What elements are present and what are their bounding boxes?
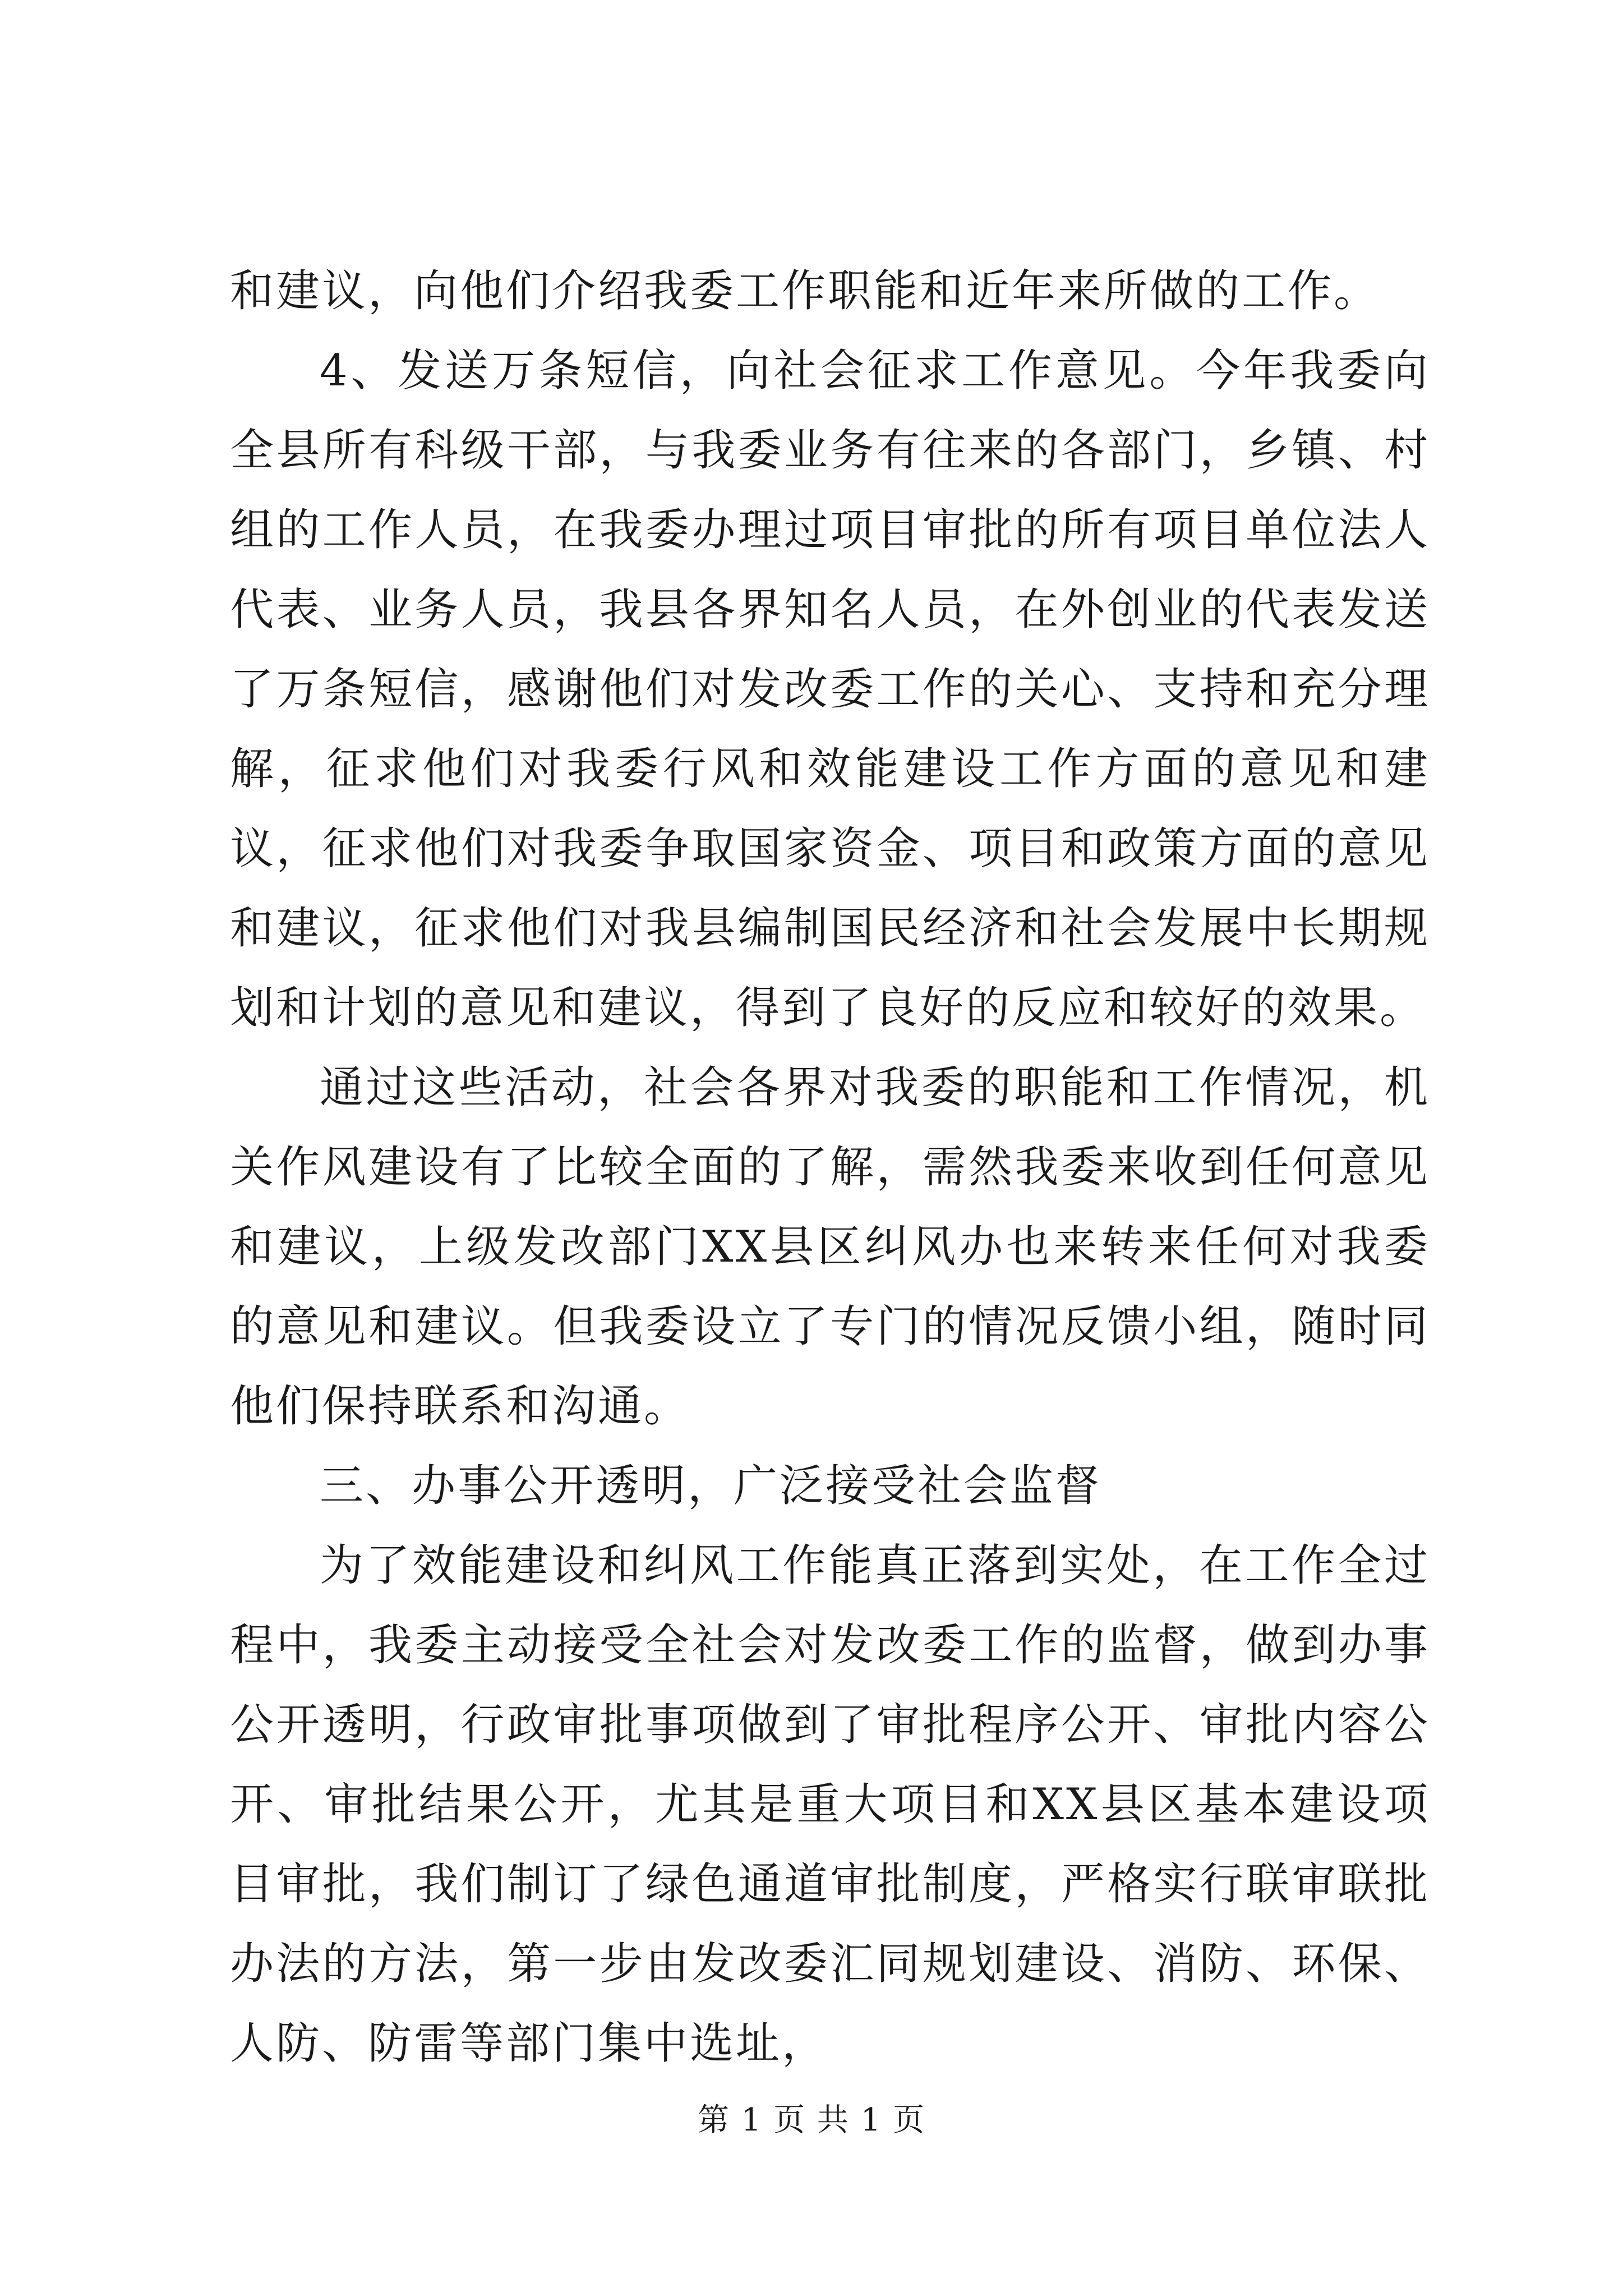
- paragraph-activity-results: 通过这些活动，社会各界对我委的职能和工作情况，机关作风建设有了比较全面的了解，需然我委来收到任何意见和建议，上级发改部门XX县区纠风办也来转来任何对我委的意见和建议。但我委设立了专门的情况反馈小组，随时同他们保持联系和沟通。: [230, 1062, 1430, 1432]
- section-heading-transparency: 三、办事公开透明，广泛接受社会监督: [320, 1461, 1102, 1511]
- paragraph-continuation: 和建议，向他们介绍我委工作职能和近年来所做的工作。: [230, 266, 1380, 316]
- paragraph-sms-survey: 4、发送万条短信，向社会征求工作意见。今年我委向全县所有科级干部，与我委业务有往来的各部门，乡镇、村组的工作人员，在我委办理过项目审批的所有项目单位法人代表、业务人员，我县各界知名人员，在外创业的代表发送了万条短信，感谢他们对发改委工作的关心、支持和充分理解，征求他们对我委行风和效能建设工作方面的意见和建议，征求他们对我委争取国家资金、项目和政策方面的意见和建议，征求他们对我县编制国民经济和社会发展中长期规划和计划的意见和建议，得到了良好的反应和较好的效果。: [230, 346, 1430, 1033]
- paragraph-supervision: 为了效能建设和纠风工作能真正落到实处，在工作全过程中，我委主动接受全社会对发改委工作的监督，做到办事公开透明，行政审批事项做到了审批程序公开、审批内容公开、审批结果公开，尤其是重大项目和XX县区基本建设项目审批，我们制订了绿色通道审批制度，严格实行联审联批办法的方法，第一步由发改委汇同规划建设、消防、环保、人防、防雷等部门集中选址，: [230, 1540, 1430, 2069]
- page-number-footer: 第 1 页 共 1 页: [697, 2102, 926, 2138]
- document-body: [230, 251, 1430, 2083]
